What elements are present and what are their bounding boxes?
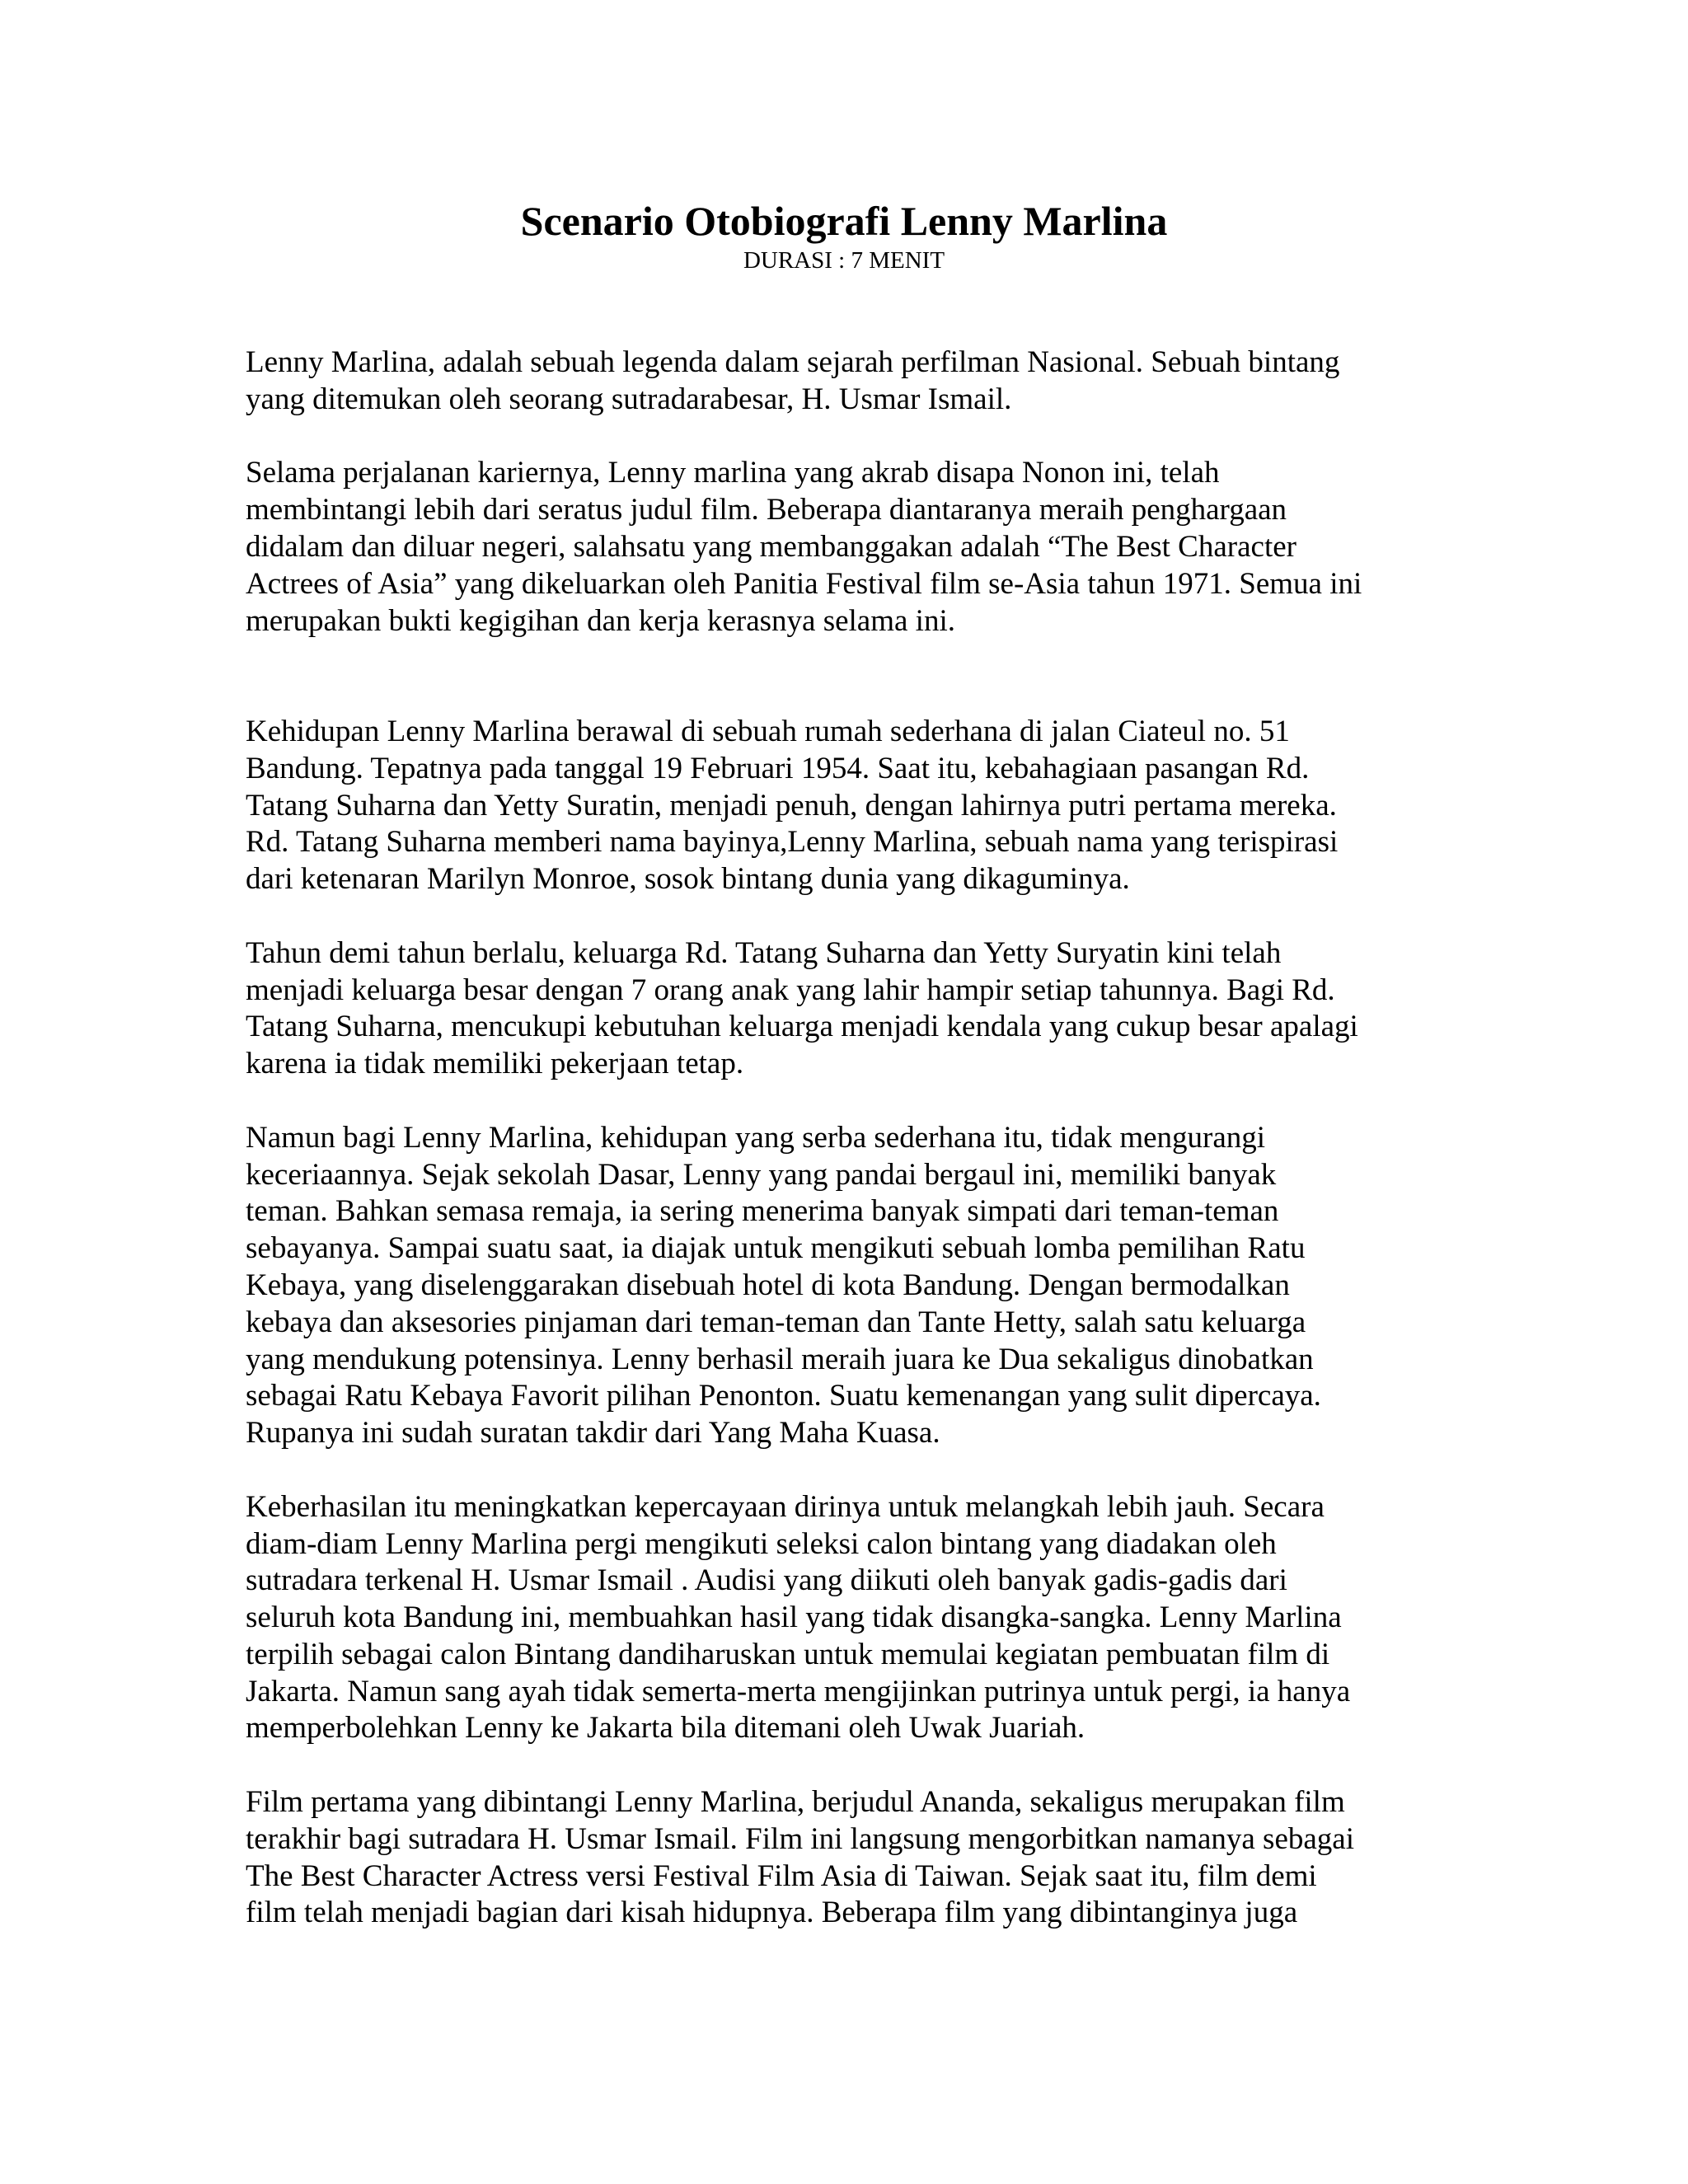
- paragraph-birth: [246, 714, 1465, 898]
- text-line: Jakarta. Namun sang ayah tidak semerta-merta mengijinkan putrinya untuk pergi, ia hanya: [246, 1674, 1351, 1708]
- text-line: terpilih sebagai calon Bintang dandiharuskan untuk memulai kegiatan pembuatan film di: [246, 1637, 1330, 1671]
- text-line: sebagai Ratu Kebaya Favorit pilihan Penonton. Suatu kemenangan yang sulit dipercaya.: [246, 1379, 1321, 1413]
- text-line: dari ketenaran Marilyn Monroe, sosok bintang dunia yang dikaguminya.: [246, 862, 1130, 897]
- paragraph-audition: [246, 1489, 1465, 1748]
- text-line: film telah menjadi bagian dari kisah hidupnya. Beberapa film yang dibintanginya juga: [246, 1896, 1298, 1930]
- text-line: seluruh kota Bandung ini, membuahkan hasil yang tidak disangka-sangka. Lenny Marlina: [246, 1601, 1342, 1635]
- text-line: keceriaannya. Sejak sekolah Dasar, Lenny yang pandai bergaul ini, memiliki banyak: [246, 1157, 1277, 1192]
- text-line: diam-diam Lenny Marlina pergi mengikuti seleksi calon bintang yang diadakan oleh: [246, 1526, 1277, 1561]
- text-line: yang ditemukan oleh seorang sutradarabesar, H. Usmar Ismail.: [246, 382, 1012, 416]
- text-line: teman. Bahkan semasa remaja, ia sering menerima banyak simpati dari teman-teman: [246, 1194, 1279, 1229]
- text-line: kebaya dan aksesories pinjaman dari teman-teman dan Tante Hetty, salah satu keluarga: [246, 1305, 1306, 1339]
- paragraph-family: [246, 935, 1465, 1083]
- text-line: Lenny Marlina, adalah sebuah legenda dalam sejarah perfilman Nasional. Sebuah bintang: [246, 345, 1340, 379]
- text-line: sutradara terkenal H. Usmar Ismail . Audisi yang diikuti oleh banyak gadis-gadis dari: [246, 1563, 1287, 1598]
- text-line: terakhir bagi sutradara H. Usmar Ismail. Film ini langsung mengorbitkan namanya sebagai: [246, 1821, 1355, 1856]
- text-line: membintangi lebih dari seratus judul film. Beberapa diantaranya meraih penghargaan: [246, 493, 1287, 527]
- text-line: yang mendukung potensinya. Lenny berhasil meraih juara ke Dua sekaligus dinobatkan: [246, 1342, 1314, 1376]
- text-line: sebayanya. Sampai suatu saat, ia diajak untuk mengikuti sebuah lomba pemilihan Ratu: [246, 1231, 1306, 1266]
- text-line: Rupanya ini sudah suratan takdir dari Yang Maha Kuasa.: [246, 1416, 940, 1451]
- paragraph-youth: [246, 1120, 1465, 1452]
- page-title: Scenario Otobiografi Lenny Marlina: [520, 198, 1168, 244]
- text-line: didalam dan diluar negeri, salahsatu yang membanggakan adalah “The Best Character: [246, 529, 1296, 564]
- paragraph-career: [246, 455, 1465, 640]
- text-line: Tahun demi tahun berlalu, keluarga Rd. Tatang Suharna dan Yetty Suryatin kini telah: [246, 935, 1282, 970]
- duration-subtitle: DURASI : 7 MENIT: [743, 247, 945, 274]
- text-line: Selama perjalanan kariernya, Lenny marlina yang akrab disapa Nonon ini, telah: [246, 456, 1220, 490]
- text-line: Tatang Suharna dan Yetty Suratin, menjadi penuh, dengan lahirnya putri pertama mereka.: [246, 788, 1337, 823]
- text-line: Rd. Tatang Suharna memberi nama bayinya,Lenny Marlina, sebuah nama yang terispirasi: [246, 825, 1339, 860]
- text-line: Actrees of Asia” yang dikeluarkan oleh Panitia Festival film se-Asia tahun 1971. Semua ini: [246, 566, 1362, 601]
- text-line: Tatang Suharna, mencukupi kebutuhan keluarga menjadi kendala yang cukup besar apalagi: [246, 1010, 1358, 1044]
- text-line: Bandung. Tepatnya pada tanggal 19 Februari 1954. Saat itu, kebahagiaan pasangan Rd.: [246, 751, 1310, 785]
- text-line: merupakan bukti kegigihan dan kerja kerasnya selama ini.: [246, 603, 955, 638]
- text-line: Film pertama yang dibintangi Lenny Marlina, berjudul Ananda, sekaligus merupakan film: [246, 1785, 1345, 1820]
- text-line: karena ia tidak memiliki pekerjaan tetap.: [246, 1047, 744, 1081]
- text-line: memperbolehkan Lenny ke Jakarta bila ditemani oleh Uwak Juariah.: [246, 1711, 1085, 1746]
- paragraph-first-film: [246, 1784, 1465, 1932]
- title-block: [0, 196, 1688, 275]
- text-line: Keberhasilan itu meningkatkan kepercayaan dirinya untuk melangkah lebih jauh. Secara: [246, 1489, 1325, 1524]
- text-line: Namun bagi Lenny Marlina, kehidupan yang serba sederhana itu, tidak mengurangi: [246, 1120, 1266, 1155]
- text-line: The Best Character Actress versi Festival Film Asia di Taiwan. Sejak saat itu, film demi: [246, 1858, 1317, 1893]
- paragraph-intro: [246, 344, 1465, 419]
- text-line: Kehidupan Lenny Marlina berawal di sebuah rumah sederhana di jalan Ciateul no. 51: [246, 714, 1290, 748]
- document-body: [246, 344, 1465, 1969]
- text-line: Kebaya, yang diselenggarakan disebuah hotel di kota Bandung. Dengan bermodalkan: [246, 1268, 1290, 1302]
- text-line: menjadi keluarga besar dengan 7 orang anak yang lahir hampir setiap tahunnya. Bagi Rd.: [246, 972, 1335, 1007]
